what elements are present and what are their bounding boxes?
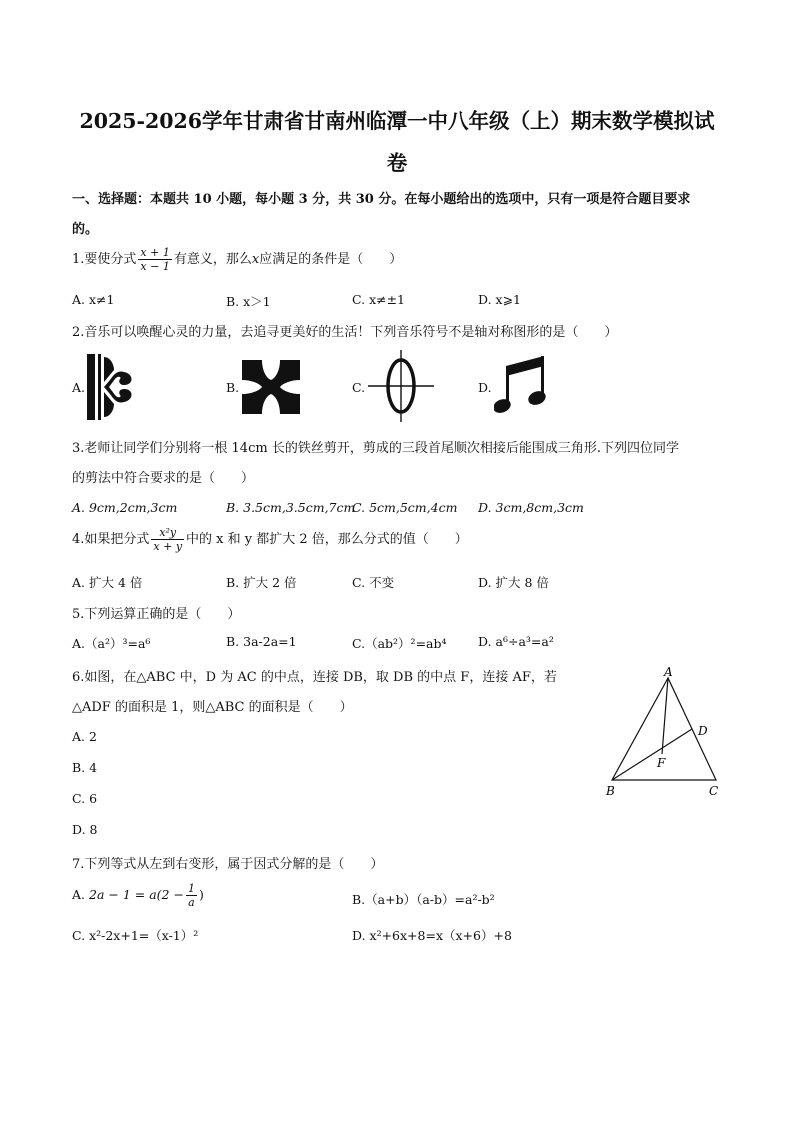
- alto-clef-icon: [84, 352, 138, 422]
- q7-option-a-expr: 2a − 1 = a(2 −: [89, 887, 184, 902]
- q5-option-d: D. a⁶÷a³=a²: [478, 634, 554, 649]
- q1-variable: x: [251, 252, 260, 267]
- q7-option-a-label: A.: [72, 887, 86, 902]
- question-3: 3.老师让同学们分别将一根 14cm 长的铁丝剪开，剪成的三段首尾顺次相接后能围成三角形.下列四位同学: [72, 441, 679, 456]
- q3-option-c: C. 5cm,5cm,4cm: [352, 500, 458, 515]
- q2-label-b: B.: [226, 380, 240, 395]
- q6-option-c: C. 6: [72, 791, 98, 806]
- q1-option-c: C. x≠±1: [352, 292, 406, 307]
- question-6-continued: △ADF 的面积是 1，则△ABC 的面积是（ ）: [72, 700, 353, 715]
- vertex-label-b: B: [606, 784, 615, 798]
- question-7: 7.下列等式从左到右变形，属于因式分解的是（ ）: [72, 857, 384, 872]
- q6-option-b: B. 4: [72, 760, 98, 775]
- section-heading: 一、选择题：本题共 10 小题，每小题 3 分，共 30 分。在每小题给出的选项中，只有一项是符合题目要求: [72, 192, 691, 207]
- vertex-label-c: C: [709, 784, 719, 798]
- q5-option-a: A.（a²）³=a⁶: [72, 636, 151, 651]
- question-1: [72, 246, 402, 273]
- q3-option-b: B. 3.5cm,3.5cm,7cm: [226, 500, 356, 515]
- q4-frac-numerator: x²y: [151, 526, 184, 540]
- vertex-label-f: F: [657, 756, 666, 770]
- q1-prefix: 1.要使分式: [72, 252, 137, 267]
- q5-option-b: B. 3a-2a=1: [226, 634, 297, 649]
- q4-option-a: A. 扩大 4 倍: [72, 575, 143, 590]
- vertex-label-d: D: [698, 724, 708, 738]
- beamed-notes-icon: [494, 354, 552, 416]
- q4-frac-denominator: x + y: [153, 540, 183, 553]
- question-2: 2.音乐可以唤醒心灵的力量，去追寻更美好的生活！下列音乐符号不是轴对称图形的是（ ）: [72, 325, 618, 340]
- q1-fraction: [138, 246, 171, 273]
- q7-option-a-close: ): [198, 887, 204, 902]
- q4-option-d: D. 扩大 8 倍: [478, 575, 549, 590]
- q3-option-a: A. 9cm,2cm,3cm: [72, 500, 178, 515]
- q3-option-d: D. 3cm,8cm,3cm: [478, 500, 584, 515]
- q4-option-b: B. 扩大 2 倍: [226, 575, 297, 590]
- question-4: [72, 526, 468, 553]
- double-sharp-icon: [240, 358, 302, 416]
- question-5: 5.下列运算正确的是（ ）: [72, 607, 241, 622]
- q1-option-a: A. x≠1: [72, 292, 115, 307]
- q7-option-c: C. x²-2x+1=（x-1）²: [72, 928, 199, 943]
- section-heading-continued: 的。: [72, 222, 99, 237]
- q7-frac-denominator: a: [188, 896, 195, 909]
- q7-option-a: [72, 882, 204, 909]
- q7-option-d: D. x²+6x+8=x（x+6）+8: [352, 928, 512, 943]
- q5-option-c: C.（ab²）²=ab⁴: [352, 636, 447, 651]
- page-title: 2025-2026学年甘肃省甘南州临潭一中八年级（上）期末数学模拟试: [79, 109, 715, 133]
- q7-option-a-fraction: [186, 882, 197, 909]
- vertex-label-a: A: [664, 665, 673, 679]
- q1-suffix: 有意义，那么: [173, 252, 252, 267]
- triangle-figure: [598, 662, 728, 802]
- q1-frac-numerator: x + 1: [140, 246, 170, 259]
- q1-frac-denominator: x − 1: [140, 260, 170, 273]
- q4-fraction: [151, 526, 184, 553]
- page-title-continued: 卷: [386, 151, 408, 175]
- theta-symbol-icon: [366, 348, 436, 424]
- q2-label-a: A.: [72, 380, 86, 395]
- q7-option-b: B.（a+b）（a-b）=a²-b²: [352, 892, 495, 907]
- q6-option-d: D. 8: [72, 822, 98, 837]
- q1-suffix2: 应满足的条件是（ ）: [259, 252, 403, 267]
- q4-prefix: 4.如果把分式: [72, 532, 150, 547]
- q2-label-c: C.: [352, 380, 366, 395]
- q6-option-a: A. 2: [72, 729, 97, 744]
- q1-option-d: D. x⩾1: [478, 292, 521, 307]
- q7-frac-numerator: 1: [187, 882, 195, 895]
- q4-option-c: C. 不变: [352, 575, 395, 590]
- q2-label-d: D.: [478, 380, 492, 395]
- q4-suffix: 中的 x 和 y 都扩大 2 倍，那么分式的值（ ）: [186, 532, 468, 547]
- q1-option-b: B. x＞1: [226, 294, 271, 309]
- question-3-continued: 的剪法中符合要求的是（ ）: [72, 471, 255, 486]
- question-6: 6.如图，在△ABC 中，D 为 AC 的中点，连接 DB，取 DB 的中点 F，连接 AF，若: [72, 670, 557, 685]
